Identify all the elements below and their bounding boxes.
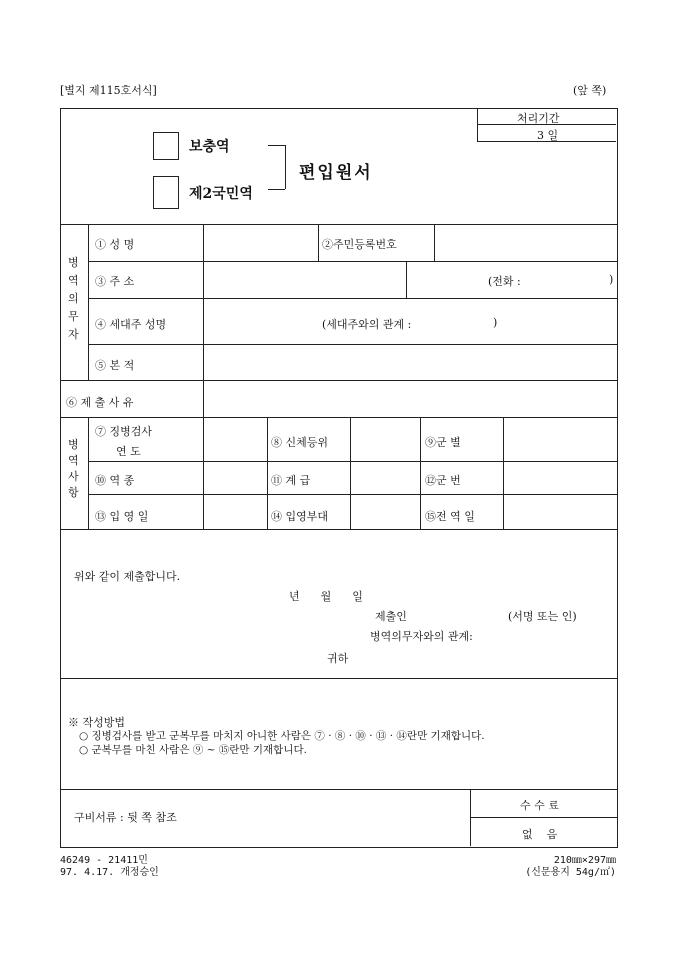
address-label: ③ 주 소 [95, 275, 135, 288]
reason-field[interactable] [209, 387, 609, 411]
discharge-date-label: ⑮전 역 일 [425, 510, 475, 523]
branch-label: ⑨군 별 [425, 436, 461, 449]
rank-label: ⑪ 계 급 [271, 474, 311, 487]
signature-label: (서명 또는 인) [508, 610, 577, 623]
paper-type: (신문용지 54g/㎡) [525, 867, 616, 878]
fee-value: 없 음 [522, 828, 558, 841]
page-side: (앞 쪽) [573, 84, 607, 97]
rrn-label: ②주민등록번호 [322, 238, 397, 251]
option-second-citizen: 제2국민역 [189, 186, 253, 202]
instruction-item-1: ○ 징병검사를 받고 군복무를 마치지 아니한 사람은 ⑦ · ⑧ · ⑩ · ⑬ · ⑭란만 기재합니다. [79, 730, 485, 742]
fee-label: 수 수 료 [520, 799, 559, 812]
enlist-date-label: ⑬ 입 영 일 [95, 510, 149, 523]
instruction-item-2: ○ 군복무를 마친 사람은 ⑨ ~ ⑮란만 기재합니다. [79, 744, 307, 756]
householder-relation-label: (세대주와의 관계 : [322, 318, 412, 331]
reason-label: ⑥ 제 출 사 유 [66, 396, 134, 409]
name-field[interactable] [209, 232, 313, 256]
service-number-label: ⑫군 번 [425, 474, 461, 487]
instructions-heading: ※ 작성방법 [68, 716, 126, 729]
paper-size: 210㎜×297㎜ [553, 855, 616, 866]
declaration-date: 년 월 일 [289, 590, 363, 603]
name-label: ① 성 명 [95, 238, 135, 251]
option-reserve: 보충역 [189, 139, 230, 155]
page-title: 편입원서 [299, 163, 373, 183]
declaration-statement: 위와 같이 제출합니다. [74, 570, 181, 583]
domicile-label: ⑤ 본 적 [95, 359, 135, 372]
submitter-label: 제출인 [375, 610, 407, 623]
processing-period-label: 처리기간 [517, 112, 560, 125]
relation-label: 병역의무자와의 관계: [370, 630, 473, 643]
exam-year-label-2: 연 도 [116, 445, 141, 458]
householder-label: ④ 세대주 성명 [95, 318, 167, 331]
second-citizen-checkbox[interactable] [153, 176, 179, 209]
domicile-field[interactable] [209, 350, 609, 374]
service-type-label: ⑩ 역 종 [95, 474, 135, 487]
phone-close: ) [609, 273, 614, 286]
grade-label: ⑧ 신체등위 [271, 436, 329, 449]
form-number: [별지 제115호서식] [60, 84, 157, 97]
address-field[interactable] [209, 268, 399, 292]
rrn-field[interactable] [440, 232, 610, 256]
form-code: 46249 - 21411민 [60, 855, 148, 866]
reserve-checkbox[interactable] [153, 132, 179, 160]
processing-period-value: 3 일 [537, 129, 559, 142]
duty-person-group-label: 병 역 의 무 자 [68, 256, 79, 341]
military-group-label: 병 역 사 항 [68, 438, 79, 499]
approval-date: 97. 4.17. 개정승인 [60, 867, 159, 878]
phone-label: (전화 : [488, 275, 521, 288]
enlist-unit-label: ⑭ 입영부대 [271, 510, 329, 523]
required-documents: 구비서류 : 뒷 쪽 참조 [74, 811, 177, 824]
addressee: 귀하 [327, 652, 349, 665]
householder-relation-close: ) [493, 316, 498, 329]
exam-year-label-1: ⑦ 징병검사 [95, 425, 153, 438]
